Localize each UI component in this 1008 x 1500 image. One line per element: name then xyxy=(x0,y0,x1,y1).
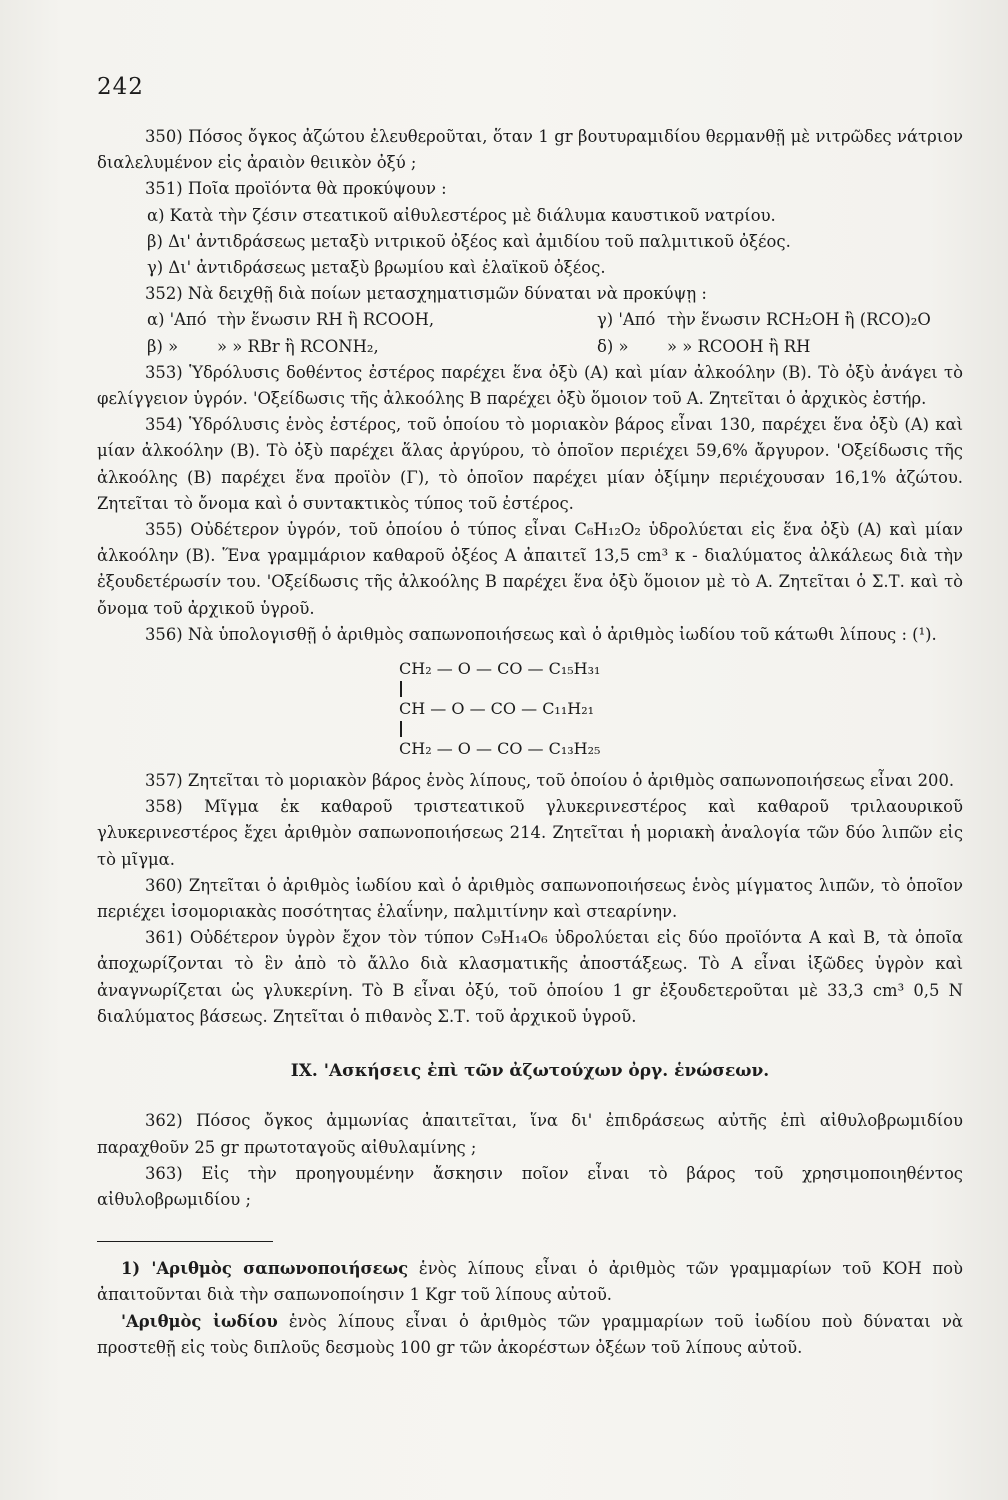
exercise-352-row-1 xyxy=(97,307,963,333)
triglyceride-formula xyxy=(97,654,963,768)
exercise-351-a: α) Κατὰ τὴν ζέσιν στεατικοῦ αἰθυλεστέρος μὲ διάλυμα καυστικοῦ νατρίου. xyxy=(147,205,776,225)
footnote-2-text: ἑνὸς λίπους εἶναι ὁ ἀριθμὸς τῶν γραμμαρίων τοῦ ἰωδίου ποὺ δύναται νὰ προστεθῇ εἰς τοὺς διπλοῦς δεσμοὺς 100 gr τῶν ἀκορέστων ὀξέων τοῦ λίπους αὐτοῦ. xyxy=(97,1311,963,1357)
option-text: τὴν ἕνωσιν RH ἢ RCOOH, xyxy=(217,310,435,330)
exercise-362: 362) Πόσος ὄγκος ἀμμωνίας ἀπαιτεῖται, ἵνα δι' ἐπιδράσεως αὐτῆς ἐπὶ αἰθυλοβρωμιδίου παραχθοῦν 25 gr πρωτοταγοῦς αἰθυλαμίνης ; xyxy=(97,1111,963,1157)
exercise-352-row-2 xyxy=(97,334,963,360)
option-label: α) 'Από xyxy=(147,310,207,330)
exercise-350: 350) Πόσος ὄγκος ἀζώτου ἐλευθεροῦται, ὅταν 1 gr βουτυραμιδίου θερμανθῇ μὲ νιτρῶδες νάτριον διαλελυμένον εἰς ἀραιὸν θειικὸν ὀξύ ; xyxy=(97,127,963,173)
footnote-1 xyxy=(97,1256,963,1308)
footnote-1-text: ἑνὸς λίπους εἶναι ὁ ἀριθμὸς τῶν γραμμαρίων τοῦ KOH ποὺ ἀπαιτοῦνται διὰ τὴν σαπωνοποίησιν 1 Kgr τοῦ λίπους αὐτοῦ. xyxy=(97,1259,963,1305)
option-label: δ) » xyxy=(597,336,629,356)
option-label: γ) 'Από xyxy=(597,310,656,330)
exercise-360: 360) Ζητεῖται ὁ ἀριθμὸς ἰωδίου καὶ ὁ ἀριθμὸς σαπωνοποιήσεως ἑνὸς μίγματος λιπῶν, τὸ ὁποῖον περιέχει ἰσομοριακὰς ποσότητας ἐλαΐνην, παλμιτίνην καὶ στεαρίνην. xyxy=(97,875,963,922)
formula-line-2: CH — O — CO — C₁₁H₂₁ xyxy=(399,699,595,719)
option-text: τὴν ἕνωσιν RCH₂OH ἢ (RCO)₂O xyxy=(667,310,931,330)
exercise-353: 353) Ὑδρόλυσις δοθέντος ἐστέρος παρέχει ἕνα ὀξὺ (A) καὶ μίαν ἀλκοόλην (B). Τὸ ὀξὺ ἀνάγει τὸ φελίγγειον ὑγρόν. 'Οξείδωσις τῆς ἀλκοόλης B παρέχει ὀξὺ ὅμοιον τοῦ A. Ζητεῖται ὁ ἀρχικὸς ἐστήρ. xyxy=(97,362,963,409)
exercise-351-c: γ) Δι' ἀντιδράσεως μεταξὺ βρωμίου καὶ ἐλαϊκοῦ ὀξέος. xyxy=(147,258,606,278)
footnote-2 xyxy=(97,1309,963,1361)
exercise-361: 361) Οὐδέτερον ὑγρὸν ἔχον τὸν τύπον C₉H₁₄O₆ ὑδρολύεται εἰς δύο προϊόντα A καὶ B, τὰ ὁποῖα ἀποχωρίζονται τὸ ἓν ἀπὸ τὸ ἄλλο διὰ κλασματικῆς ἀποστάξεως. Τὸ A εἶναι ἰξῶδες ὑγρὸν καὶ ἀναγνωρίζεται ὡς γλυκερίνη. Τὸ B εἶναι ὀξύ, τοῦ ὁποίου 1 gr ἐξουδετεροῦται μὲ 33,3 cm³ 0,5 N διαλύματος βάσεως. Ζητεῖται ὁ πιθανὸς Σ.Τ. τοῦ ἀρχικοῦ ὑγροῦ. xyxy=(97,928,963,1026)
footnote-divider xyxy=(97,1241,273,1242)
formula-line-1: CH₂ — O — CO — C₁₅H₃₁ xyxy=(399,659,601,679)
footnote-1-term: 1) 'Αριθμὸς σαπωνοποιήσεως xyxy=(121,1259,409,1279)
exercise-363: 363) Εἰς τὴν προηγουμένην ἄσκησιν ποῖον εἶναι τὸ βάρος τοῦ χρησιμοποιηθέντος αἰθυλοβρωμιδίου ; xyxy=(97,1163,963,1209)
page-body xyxy=(97,124,963,1361)
bond-line xyxy=(400,721,402,737)
bond-line xyxy=(400,681,402,697)
exercise-356: 356) Νὰ ὑπολογισθῇ ὁ ἀριθμὸς σαπωνοποιήσεως καὶ ὁ ἀριθμὸς ἰωδίου τοῦ κάτωθι λίπους : (¹). xyxy=(145,624,937,644)
exercise-357: 357) Ζητεῖται τὸ μοριακὸν βάρος ἑνὸς λίπους, τοῦ ὁποίου ὁ ἀριθμὸς σαπωνοποιήσεως εἶναι 200. xyxy=(145,771,955,791)
option-label: β) » xyxy=(147,336,179,356)
exercise-351-b: β) Δι' ἀντιδράσεως μεταξὺ νιτρικοῦ ὀξέος καὶ ἀμιδίου τοῦ παλμιτικοῦ ὀξέος. xyxy=(147,231,791,251)
formula-line-3: CH₂ — O — CO — C₁₃H₂₅ xyxy=(399,739,601,759)
page-number: 242 xyxy=(97,74,144,100)
option-text: » » RBr ἢ RCONH₂, xyxy=(217,336,379,356)
exercise-358: 358) Μῖγμα ἐκ καθαροῦ τριστεατικοῦ γλυκερινεστέρος καὶ καθαροῦ τριλαουρικοῦ γλυκερινεστέρος ἔχει ἀριθμὸν σαπωνοποιήσεως 214. Ζητεῖται ἡ μοριακὴ ἀναλογία τῶν δύο λιπῶν εἰς τὸ μῖγμα. xyxy=(97,797,963,869)
option-text: » » RCOOH ἢ RH xyxy=(667,336,811,356)
exercise-352: 352) Νὰ δειχθῇ διὰ ποίων μετασχηματισμῶν δύναται νὰ προκύψῃ : xyxy=(145,284,707,304)
footnote-2-term: 'Αριθμὸς ἰωδίου xyxy=(121,1311,278,1331)
section-heading: IX. 'Ασκήσεις ἐπὶ τῶν ἀζωτούχων ὀργ. ἑνώσεων. xyxy=(290,1061,770,1082)
exercise-351: 351) Ποῖα προϊόντα θὰ προκύψουν : xyxy=(145,179,447,199)
exercise-354: 354) Ὑδρόλυσις ἑνὸς ἐστέρος, τοῦ ὁποίου τὸ μοριακὸν βάρος εἶναι 130, παρέχει ἕνα ὀξὺ (A) καὶ μίαν ἀλκοόλην (B). Τὸ ὀξὺ παρέχει ἅλας ἀργύρου, τὸ ὁποῖον περιέχει 59,6% ἄργυρον. 'Οξείδωσις τῆς ἀλκοόλης (B) παρέχει ἕνα προϊὸν (Γ), τὸ ὁποῖον παρέχει μίαν ὀξίμην περιέχουσαν 16,1% ἀζώτου. Ζητεῖται τὸ ὄνομα καὶ ὁ συντακτικὸς τύπος τοῦ ἐστέρος. xyxy=(97,415,963,513)
exercise-355: 355) Οὐδέτερον ὑγρόν, τοῦ ὁποίου ὁ τύπος εἶναι C₆H₁₂O₂ ὑδρολύεται εἰς ἕνα ὀξὺ (A) καὶ μίαν ἀλκοόλην (B). Ἕνα γραμμάριον καθαροῦ ὀξέος A ἀπαιτεῖ 13,5 cm³ κ - διαλύματος ἀλκάλεως διὰ τὴν ἐξουδετέρωσίν του. 'Οξείδωσις τῆς ἀλκοόλης B παρέχει ἕνα ὀξὺ ὅμοιον μὲ τὸ A. Ζητεῖται ὁ Σ.Τ. καὶ τὸ ὄνομα τοῦ ἀρχικοῦ ὑγροῦ. xyxy=(97,520,963,618)
